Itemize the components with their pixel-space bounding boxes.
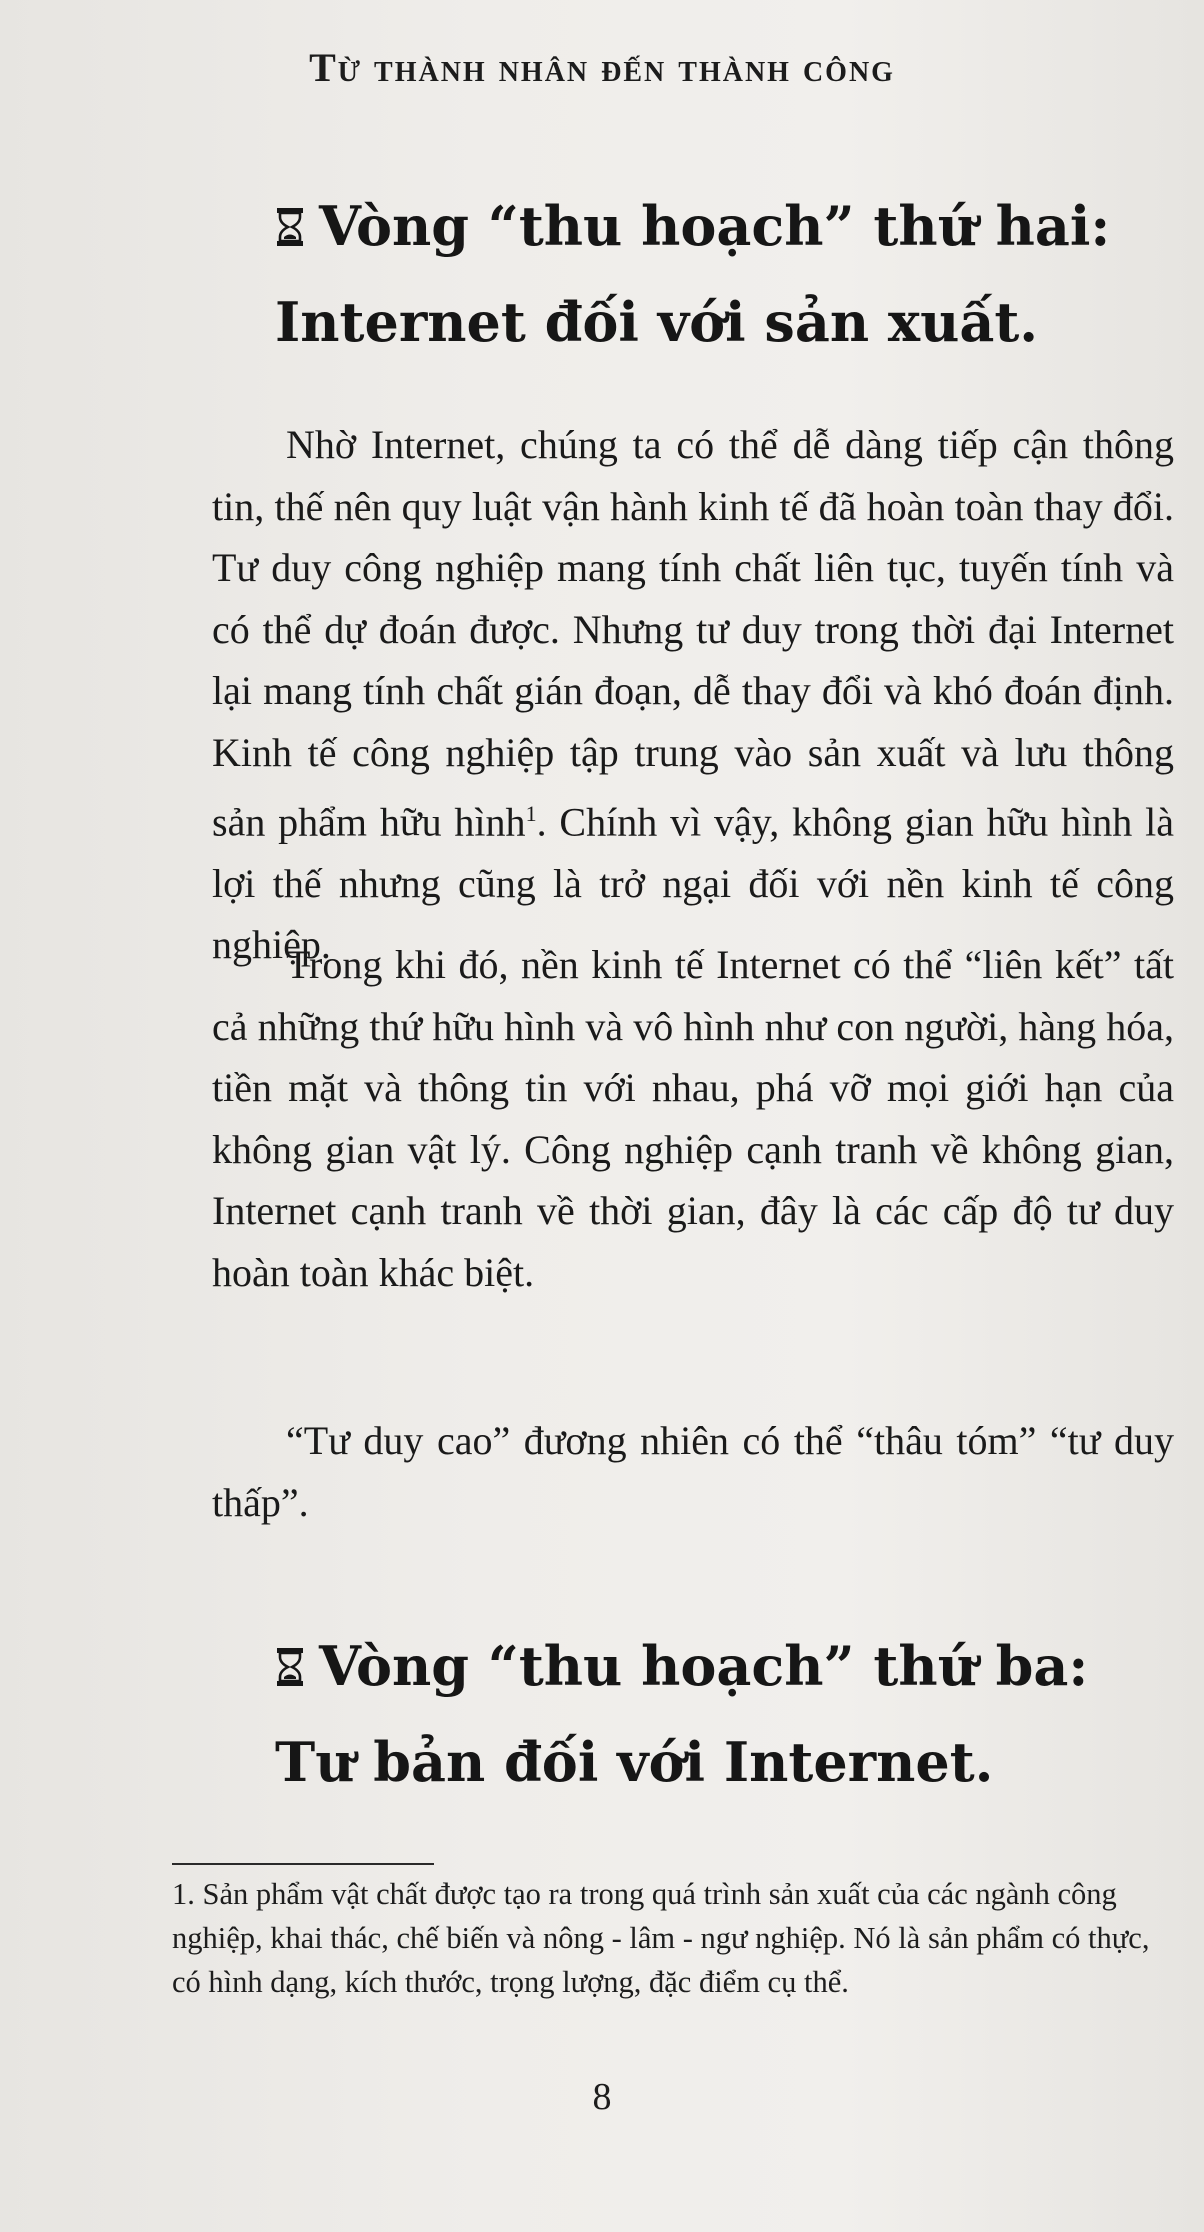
- page-number: 8: [592, 2076, 612, 2118]
- section-heading-1-text-1: Vòng “thu hoạch” thứ hai:: [319, 194, 1111, 258]
- paragraph-2: Trong khi đó, nền kinh tế Internet có thể “liên kết” tất cả những thứ hữu hình và vô hình như con người, hàng hóa, tiền mặt và thông tin với nhau, phá vỡ mọi giới hạn của không gian vật lý. Công nghiệp cạnh tranh về không gian, Internet cạnh tranh về thời gian, đây là các cấp độ tư duy hoàn toàn khác biệt.: [212, 942, 1174, 1295]
- hourglass-icon: [275, 1647, 305, 1687]
- paragraph-1: [212, 414, 1174, 976]
- section-heading-1-line-1: [275, 178, 1110, 274]
- footnote: 1. Sản phẩm vật chất được tạo ra trong quá trình sản xuất của các ngành công nghiệp, khai thác, chế biến và nông - lâm - ngư nghiệp. Nó là sản phẩm có thực, có hình dạng, kích thước, trọng lượng, đặc điểm cụ thể.: [172, 1877, 1150, 1999]
- paragraph-1-end: . Chính vì vậy, không gian hữu hình là lợi thế nhưng cũng là trở ngại đối với nền kinh tế công nghiệp.: [212, 799, 1175, 968]
- section-heading-1-line-2: Internet đối với sản xuất.: [275, 290, 1039, 354]
- section-heading-2-line-1: [275, 1618, 1088, 1714]
- footnote-ref-1: 1: [525, 801, 537, 826]
- hourglass-icon: [275, 207, 305, 247]
- paragraph-3: “Tư duy cao” đương nhiên có thể “thâu tóm” “tư duy thấp”.: [212, 1418, 1174, 1525]
- section-heading-2: [275, 1618, 1088, 1810]
- paragraph-1-text: Nhờ Internet, chúng ta có thể dễ dàng tiếp cận thông tin, thế nên quy luật vận hành kinh tế đã hoàn toàn thay đổi. Tư duy công nghiệp mang tính chất liên tục, tuyến tính và có thể dự đoán được. Nhưng tư duy trong thời đại Internet lại mang tính chất gián đoạn, dễ thay đổi và khó đoán định. Kinh tế công nghiệp tập trung vào sản xuất và lưu thông sản phẩm hữu hình: [212, 422, 1174, 845]
- section-heading-2-line-2: Tư bản đối với Internet.: [275, 1730, 994, 1794]
- footnote-divider: [172, 1863, 434, 1865]
- running-header: Từ thành nhân đến thành công: [309, 45, 895, 90]
- section-heading-1: [275, 178, 1110, 370]
- section-heading-2-text-1: Vòng “thu hoạch” thứ ba:: [319, 1634, 1089, 1698]
